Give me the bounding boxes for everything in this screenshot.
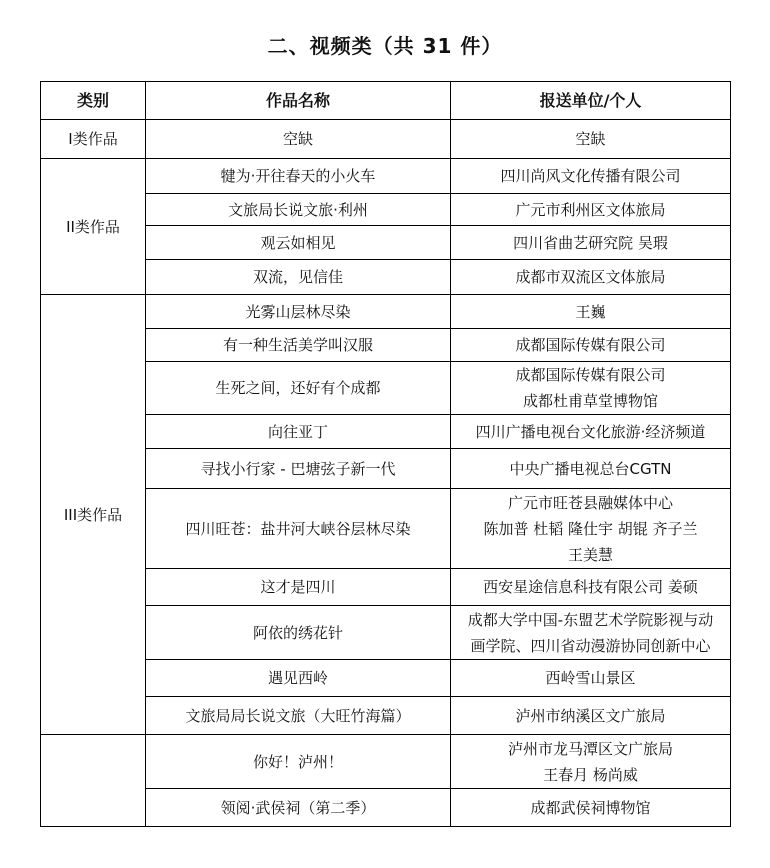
submitting-unit-cell	[451, 735, 731, 789]
unit-line: 成都市双流区文体旅局	[515, 268, 666, 286]
unit-line: 陈加普 杜韬 隆仕宇 胡锟 齐子兰	[483, 519, 698, 538]
unit-line: 泸州市纳溪区文广旅局	[515, 706, 666, 725]
submitting-unit-cell	[451, 569, 731, 606]
work-name-cell: 阿依的绣花针	[146, 606, 451, 660]
work-name-cell: 有一种生活美学叫汉服	[146, 329, 451, 362]
work-name-cell: 文旅局长说文旅·利州	[146, 194, 451, 226]
work-name-cell: 遇见西岭	[146, 660, 451, 697]
table-row	[41, 735, 731, 789]
work-name-cell: 四川旺苍：盐井河大峡谷层林尽染	[146, 489, 451, 569]
category-cell: III类作品	[41, 295, 146, 735]
category-cell	[41, 735, 146, 827]
table-header-row	[41, 82, 731, 120]
unit-line: 西岭雪山景区	[545, 669, 636, 687]
unit-line: 成都武侯祠博物馆	[530, 798, 651, 817]
work-name-cell: 光雾山层林尽染	[146, 295, 451, 329]
unit-line: 王春月 杨尚威	[543, 765, 638, 784]
table-row	[41, 295, 731, 329]
submitting-unit-cell	[451, 226, 731, 260]
unit-line: 成都国际传媒有限公司	[515, 366, 666, 384]
work-name-cell: 生死之间，还好有个成都	[146, 362, 451, 415]
work-name-cell: 观云如相见	[146, 226, 451, 260]
work-name-cell: 领阅·武侯祠（第二季）	[146, 789, 451, 827]
submitting-unit-cell	[451, 789, 731, 827]
unit-line: 西安星途信息科技有限公司 姜硕	[483, 578, 698, 596]
work-name-cell: 犍为·开往春天的小火车	[146, 159, 451, 194]
work-name-cell: 这才是四川	[146, 569, 451, 606]
table-row	[41, 159, 731, 194]
unit-line: 空缺	[575, 130, 606, 148]
category-cell: II类作品	[41, 159, 146, 295]
work-name-cell: 空缺	[146, 120, 451, 159]
unit-line: 四川广播电视台文化旅游·经济频道	[475, 422, 706, 441]
unit-line: 画学院、四川省动漫游协同创新中心	[470, 636, 711, 655]
submitting-unit-cell	[451, 329, 731, 362]
submitting-unit-cell	[451, 449, 731, 489]
work-name-cell: 你好！泸州！	[146, 735, 451, 789]
unit-line: 中央广播电视总台CGTN	[509, 459, 672, 478]
submitting-unit-cell	[451, 295, 731, 329]
submitting-unit-cell	[451, 415, 731, 449]
work-name-cell: 寻找小行家 - 巴塘弦子新一代	[146, 449, 451, 489]
submitting-unit-cell	[451, 697, 731, 735]
unit-line: 四川省曲艺研究院 吴瑕	[513, 233, 668, 252]
unit-line: 成都杜甫草堂博物馆	[522, 392, 658, 410]
header-submitting-unit: 报送单位/个人	[451, 82, 731, 120]
header-category: 类别	[41, 82, 146, 120]
work-name-cell: 双流，见信佳	[146, 260, 451, 295]
works-table	[40, 81, 731, 827]
unit-line: 泸州市龙马潭区文广旅局	[507, 739, 673, 758]
submitting-unit-cell	[451, 120, 731, 159]
category-cell: I类作品	[41, 120, 146, 159]
submitting-unit-cell	[451, 660, 731, 697]
work-name-cell: 向往亚丁	[146, 415, 451, 449]
unit-line: 成都国际传媒有限公司	[515, 336, 666, 354]
submitting-unit-cell	[451, 606, 731, 660]
submitting-unit-cell	[451, 194, 731, 226]
submitting-unit-cell	[451, 489, 731, 569]
table-row	[41, 120, 731, 159]
unit-line: 成都大学中国-东盟艺术学院影视与动	[467, 610, 714, 629]
unit-line: 王美慧	[567, 545, 613, 564]
unit-line: 四川尚风文化传播有限公司	[500, 167, 681, 185]
work-name-cell: 文旅局局长说文旅（大旺竹海篇）	[146, 697, 451, 735]
unit-line: 广元市利州区文体旅局	[515, 200, 666, 219]
submitting-unit-cell	[451, 362, 731, 415]
submitting-unit-cell	[451, 159, 731, 194]
header-work-name: 作品名称	[146, 82, 451, 120]
unit-line: 广元市旺苍县融媒体中心	[507, 493, 673, 512]
submitting-unit-cell	[451, 260, 731, 295]
document-title: 二、视频类（共 31 件）	[267, 34, 503, 58]
unit-line: 王巍	[575, 302, 606, 321]
